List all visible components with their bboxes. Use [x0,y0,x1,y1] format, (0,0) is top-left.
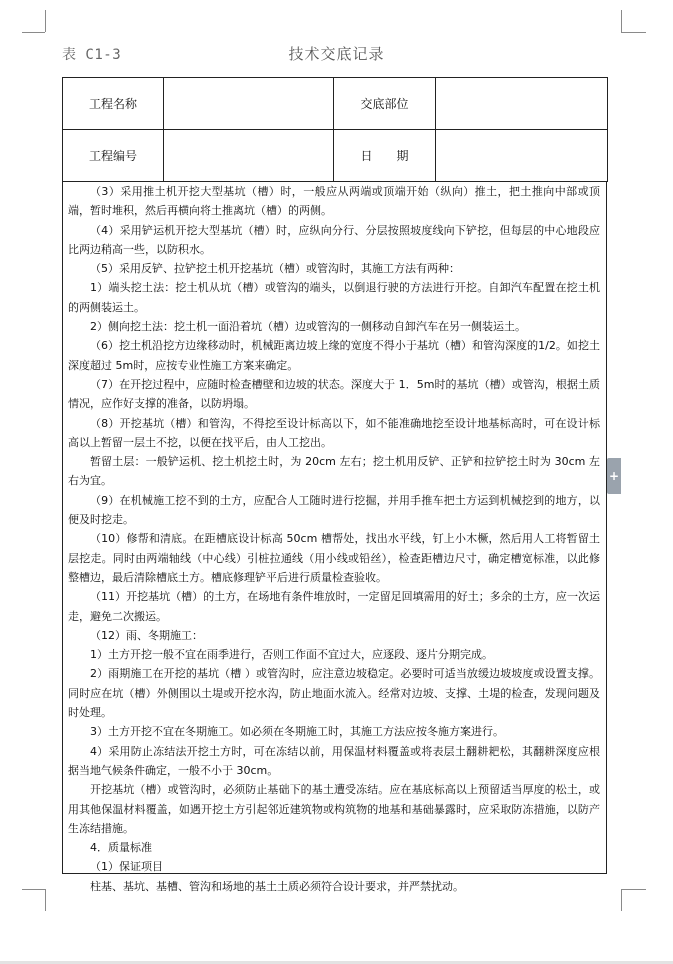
paragraph: 2）侧向挖土法：挖土机一面沿着坑（槽）边或管沟的一侧移动自卸汽车在另一侧装运土。 [90,320,526,334]
paragraph: （7）在开挖过程中，应随时检查槽壁和边坡的状态。深度大于 1．5m时的基坑（槽）或管沟，根据土质情况，应作好支撑的准备，以防坍塌。 [68,377,600,411]
project-name-field[interactable] [164,78,334,130]
paragraph: 1）土方开挖一般不宜在雨季进行，否则工作面不宜过大，应逐段、逐片分期完成。 [90,648,493,662]
paragraph: （8）开挖基坑（槽）和管沟，不得挖至设计标高以下，如不能准确地挖至设计地基标高时，可在设计标高以上暂留一层土不挖，以便在找平后，由人工挖出。 [68,416,600,449]
paragraph: 1）端头挖土法：挖土机从坑（槽）或管沟的端头，以倒退行驶的方法进行开挖。自卸汽车配置在挖土机的两侧装运土。 [68,281,600,314]
crop-mark-top-left [45,10,46,32]
project-number-field[interactable] [164,130,334,182]
crop-mark-top-left [22,32,45,33]
crop-mark-bottom-right [621,889,646,890]
form-code: 表 C1-3 [62,47,122,63]
handover-part-label: 交底部位 [334,78,436,130]
plus-icon: + [608,469,620,483]
paragraph: （10）修帮和清底。在距槽底设计标高 50cm 槽帮处，找出水平线，钉上小木橛，然后用人工将暂留土层挖走。同时由两端轴线（中心线）引桩拉通线（用小线或铅丝），检查距槽边尺寸，确定槽宽标准，以此修整槽边，最后清除槽底土方。槽底修理铲平后进行质量检查验收。 [68,532,600,584]
paragraph: （11）开挖基坑（槽）的土方，在场地有条件堆放时，一定留足回填需用的好土；多余的土方，应一次运走，避免二次搬运。 [68,590,600,623]
paragraph: 3）土方开挖不宜在冬期施工。如必须在冬期施工时，其施工方法应按冬施方案进行。 [90,725,504,739]
paragraph: （6）挖土机沿挖方边缘移动时，机械距离边坡上缘的宽度不得小于基坑（槽）和管沟深度的1/2。如挖土深度超过 5m时，应按专业性施工方案来确定。 [68,339,600,372]
handover-content[interactable] [68,182,600,896]
crop-mark-top-right [621,32,646,33]
crop-mark-bottom-left [22,889,45,890]
crop-mark-top-right [621,10,622,32]
paragraph: 4．质量标准 [90,841,152,855]
crop-mark-bottom-right [621,889,622,911]
crop-mark-bottom-left [45,889,46,911]
paragraph: （12）雨、冬期施工： [90,628,203,642]
expand-side-tab[interactable] [607,458,621,494]
header-table [62,77,608,182]
handover-part-field[interactable] [436,78,608,130]
date-label: 日 期 [334,130,436,182]
paragraph: 柱基、基坑、基槽、管沟和场地的基土土质必须符合设计要求，并严禁扰动。 [90,879,464,893]
date-field[interactable] [436,130,608,182]
paragraph: 4）采用防止冻结法开挖土方时，可在冻结以前，用保温材料覆盖或将表层土翻耕耙松，其翻耕深度应根据当地气候条件确定，一般不小于 30cm。 [68,744,600,777]
paragraph: 2）雨期施工在开挖的基坑（槽 ）或管沟时，应注意边坡稳定。必要时可适当放缓边坡坡度或设置支撑。同时应在坑（槽）外侧围以土堤或开挖水沟，防止地面水流入。经常对边坡、支撑、土堤的检查，发现问题及时处理。 [68,667,600,720]
project-name-label: 工程名称 [63,78,164,130]
paragraph: （3）采用推土机开挖大型基坑（槽）时，一般应从两端或顶端开始（纵向）推土，把土推向中部或顶端，暂时堆积，然后再横向将土推离坑（槽）的两侧。 [68,185,600,218]
project-number-label: 工程编号 [63,130,164,182]
paragraph: （5）采用反铲、拉铲挖土机开挖基坑（槽）或管沟时，其施工方法有两种： [90,262,460,276]
paragraph: （1）保证项目 [90,860,163,874]
paragraph: （9）在机械施工挖不到的土方，应配合人工随时进行挖掘，并用手推车把土方运到机械挖到的地方，以便及时挖走。 [68,493,600,527]
paragraph: 暂留土层：一般铲运机、挖土机挖土时，为 20cm 左右；挖土机用反铲、正铲和拉铲挖土时为 30cm 左右为宜。 [68,455,600,488]
table-row [63,78,608,130]
paragraph: （4）采用铲运机开挖大型基坑（槽）时，应纵向分行、分层按照坡度线向下铲挖，但每层的中心地段应比两边稍高一些，以防积水。 [68,223,600,256]
page-title: 技术交底记录 [288,45,385,63]
paragraph: 开挖基坑（槽）或管沟时，必须防止基础下的基土遭受冻结。应在基底标高以上预留适当厚度的松土，或用其他保温材料覆盖，如遇开挖土方引起邻近建筑物或构筑物的地基和基础暴露时，应采取防冻措施，以防产生冻结措施。 [68,783,600,835]
table-row [63,130,608,182]
